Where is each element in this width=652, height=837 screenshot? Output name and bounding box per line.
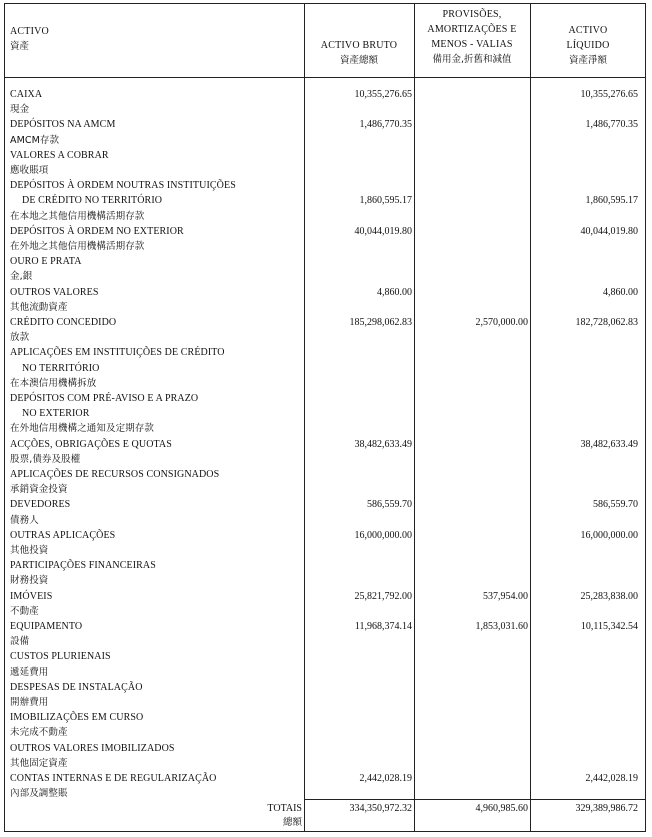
header-activo [10,24,49,54]
row-label: 開辦費用 [10,697,49,708]
row-label: 其他投資 [10,545,49,556]
row-activo-liquido: 10,355,276.65 [580,89,638,100]
row-label: 現金 [10,104,30,116]
table-row [4,178,646,193]
row-label: CONTAS INTERNAS E DE REGULARIZAÇÃO [10,773,217,784]
table-row [4,239,646,254]
row-activo-liquido: 4,860.00 [603,286,638,298]
row-activo-bruto: 1,860,595.17 [359,195,412,207]
table-row [4,482,646,497]
row-activo-liquido: 1,486,770.35 [585,119,638,131]
row-label: OUTROS VALORES [10,286,99,298]
table-row [4,224,646,239]
table-row [4,497,646,512]
table-row [4,269,646,284]
row-activo-bruto: 40,044,019.80 [354,225,412,237]
table-row [4,285,646,300]
table-row [4,756,646,771]
row-label: DESPESAS DE INSTALAÇÃO [10,681,143,693]
totals-row [4,801,646,816]
header-bruto [305,38,413,68]
row-label: 其他流動資產 [10,301,68,313]
row-activo-bruto: 11,968,374.14 [354,621,412,632]
table-row [4,406,646,421]
table-row [4,680,646,695]
table-bottom-rule [4,831,646,832]
table-row [4,117,646,132]
table-row [4,148,646,163]
row-label: CAIXA [10,89,43,100]
row-label: EQUIPAMENTO [10,621,83,632]
row-activo-bruto: 2,442,028.19 [359,773,412,784]
table-row [4,163,646,178]
totals-bruto: 334,350,972.32 [349,803,412,814]
table-row [4,634,646,649]
row-label: 未完成不動產 [10,727,68,739]
table-row [4,573,646,588]
header-liquido [531,23,645,68]
row-label: 遞延費用 [10,666,49,678]
row-activo-liquido: 16,000,000.00 [580,529,638,541]
header-prov-line3: MENOS - VALIAS [431,39,513,50]
table-row [4,361,646,376]
row-activo-bruto: 1,486,770.35 [359,119,412,131]
row-activo-liquido: 586,559.70 [593,499,638,511]
row-label: 設備 [10,636,30,648]
table-row [4,315,646,330]
row-label: 應收賬項 [10,165,49,176]
row-provisoes: 537,954.00 [483,590,528,602]
header-prov-line1: PROVISÕES, [442,9,502,20]
table-row [4,589,646,604]
row-label: CUSTOS PLURIENAIS [10,651,111,663]
row-label: OUTROS VALORES IMOBILIZADOS [10,742,175,754]
header-provisoes [415,7,529,67]
header-liquido-line2: LÍQUIDO [566,40,610,51]
table-row [4,345,646,360]
table-row [4,467,646,482]
table-row [4,209,646,224]
row-label: IMOBILIZAÇÕES EM CURSO [10,712,144,724]
row-label: APLICAÇÕES EM INSTITUIÇÕES DE CRÉDITO [10,347,225,359]
row-activo-liquido: 2,442,028.19 [585,773,638,784]
row-label: 其他固定資產 [10,757,68,769]
row-activo-bruto: 38,482,633.49 [354,438,412,450]
row-label: IMÓVEIS [10,590,53,602]
row-label: DEVEDORES [10,499,71,511]
row-label: 在外地之其他信用機構活期存款 [10,241,145,252]
row-provisoes: 1,853,031.60 [475,621,528,632]
row-label: OUTRAS APLICAÇÕES [10,529,116,541]
table-row [4,421,646,436]
row-activo-bruto: 16,000,000.00 [354,529,412,541]
table-row [4,528,646,543]
table-row [4,133,646,148]
header-prov-zh: 備用金,折舊和減值 [432,54,512,65]
row-label: 在本澳信用機構拆放 [10,377,97,389]
table-row [4,543,646,558]
table-row [4,771,646,786]
row-label: 在本地之其他信用機構活期存款 [10,210,145,222]
table-row [4,649,646,664]
row-activo-liquido: 38,482,633.49 [580,438,638,450]
balance-sheet-table [4,3,646,832]
row-activo-liquido: 182,728,062.83 [575,317,638,328]
table-row [4,558,646,573]
table-row [4,254,646,269]
row-label: PARTICIPAÇÕES FINANCEIRAS [10,560,156,572]
table-row [4,695,646,710]
row-label: NO EXTERIOR [22,408,90,420]
row-activo-bruto: 4,860.00 [377,286,412,298]
table-row [4,741,646,756]
header-liquido-line1: ACTIVO [568,25,608,36]
row-label: DEPÓSITOS À ORDEM NOUTRAS INSTITUIÇÕES [10,180,236,192]
row-activo-bruto: 185,298,062.83 [349,317,412,328]
row-label: 財務投資 [10,575,49,587]
table-row [4,665,646,680]
table-top-rule [4,3,646,4]
table-row [4,604,646,619]
header-activo-zh: 資產 [10,41,30,52]
row-activo-liquido: 1,860,595.17 [585,195,638,207]
table-row [4,87,646,102]
row-label: 放款 [10,332,30,344]
header-activo-pt: ACTIVO [10,26,49,37]
header-bottom-rule [4,77,646,78]
table-row [4,710,646,725]
row-label: 內部及調整賬 [10,788,68,800]
row-activo-bruto: 25,821,792.00 [354,590,412,602]
header-prov-line2: AMORTIZAÇÕES E [427,24,517,35]
row-label: 股票,債券及股權 [10,453,81,465]
row-label: APLICAÇÕES DE RECURSOS CONSIGNADOS [10,469,220,480]
row-label: NO TERRITÓRIO [22,362,100,374]
header-bruto-zh: 資產總額 [339,55,378,66]
table-row [4,452,646,467]
table-row [4,391,646,406]
row-label: 債務人 [10,514,39,526]
table-row [4,330,646,345]
row-label: DEPÓSITOS À ORDEM NO EXTERIOR [10,225,184,237]
table-row [4,300,646,315]
row-label: VALORES A COBRAR [10,149,109,161]
row-label: 在外地信用機構之通知及定期存款 [10,423,155,435]
row-provisoes: 2,570,000.00 [475,317,528,328]
row-label: OURO E PRATA [10,256,82,268]
table-row [4,619,646,634]
totals-label-zh: 總額 [282,817,302,828]
header-bruto-pt: ACTIVO BRUTO [320,40,398,51]
table-row [4,102,646,117]
totals-provisoes: 4,960,985.60 [475,803,528,814]
table-row [4,376,646,391]
row-label: 承銷資金投資 [10,484,68,496]
row-label: DEPÓSITOS COM PRÉ-AVISO E A PRAZO [10,393,199,404]
table-row [4,725,646,740]
table-row [4,786,646,801]
row-label: 不動產 [10,605,39,617]
totals-label: TOTAIS [267,803,302,814]
row-label: DEPÓSITOS NA AMCM [10,119,116,131]
header-liquido-zh: 資產淨額 [568,55,607,66]
table-row [4,437,646,452]
totals-row-zh [4,815,646,830]
table-row [4,513,646,528]
row-label: 金,銀 [10,271,33,283]
row-label: CRÉDITO CONCEDIDO [10,317,117,328]
totals-liquido: 329,389,986.72 [575,803,638,814]
row-label: ACÇÕES, OBRIGAÇÕES E QUOTAS [10,438,172,450]
table-row [4,193,646,208]
row-activo-liquido: 25,283,838.00 [580,590,638,602]
row-activo-liquido: 10,115,342.54 [580,621,638,632]
row-activo-bruto: 10,355,276.65 [354,89,412,100]
row-label: DE CRÉDITO NO TERRITÓRIO [22,195,163,207]
row-activo-liquido: 40,044,019.80 [580,225,638,237]
row-activo-bruto: 586,559.70 [367,499,412,511]
row-label: AMCM存款 [10,134,60,146]
